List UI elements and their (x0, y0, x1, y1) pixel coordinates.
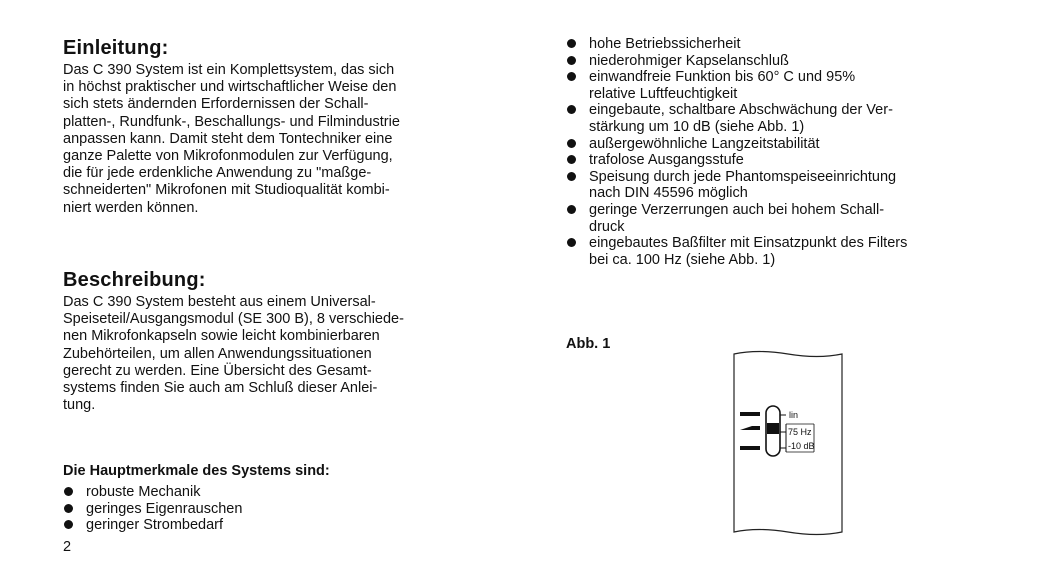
bullet-icon (567, 105, 576, 114)
list-item (566, 235, 1006, 268)
list-item-text: druck (589, 218, 625, 235)
bullet-icon (567, 56, 576, 65)
list-item (566, 202, 1006, 235)
switch-knob (767, 423, 779, 434)
switch-label-10db: -10 dB (788, 441, 815, 451)
list-item-text: relative Luftfeuchtigkeit (589, 85, 738, 102)
text-line: anpassen kann. Damit steht dem Tontechniker eine (63, 130, 393, 147)
bullet-icon (64, 520, 73, 529)
features-list-right (566, 36, 1006, 268)
bullet-icon (567, 238, 576, 247)
text-line: platten-, Rundfunk-, Beschallungs- und Filmindustrie (63, 113, 400, 130)
bar-top (740, 412, 760, 416)
bullet-icon (64, 504, 73, 513)
list-item (566, 169, 1006, 202)
text-line: die für jede erdenkliche Anwendung zu "maßge- (63, 165, 372, 182)
list-item (566, 152, 1006, 169)
list-item-text: geringer Strombedarf (86, 517, 224, 534)
list-item-text: hohe Betriebssicherheit (589, 36, 741, 52)
list-item-text: eingebautes Baßfilter mit Einsatzpunkt des Filters (589, 235, 908, 252)
text-line: sich stets ändernden Erfordernissen der Schall- (63, 96, 369, 113)
list-item-text: geringes Eigenrauschen (86, 500, 243, 517)
text-line: systems finden Sie auch am Schluß dieser Anlei- (63, 380, 378, 397)
text-line: in höchst praktischer und wirtschaftlicher Weise den (63, 79, 397, 96)
list-item-text: einwandfreie Funktion bis 60° C und 95% (589, 69, 856, 86)
features-list-left (63, 484, 503, 534)
introduction-heading: Einleitung: (63, 37, 169, 59)
list-item (63, 517, 503, 534)
description-text (63, 294, 503, 414)
text-line: Speiseteil/Ausgangsmodul (SE 300 B), 8 verschiede- (63, 311, 404, 328)
list-item (566, 69, 1006, 102)
switch-label-lin: lin (789, 410, 799, 420)
list-item-text: nach DIN 45596 möglich (589, 185, 748, 202)
list-item-text: eingebaute, schaltbare Abschwächung der Ver- (589, 102, 893, 119)
list-item-text: Speisung durch jede Phantomspeiseeinrichtung (589, 168, 897, 185)
text-line: Zubehörteilen, um allen Anwendungssituationen (63, 345, 372, 362)
list-item (566, 136, 1006, 153)
list-item-text: geringe Verzerrungen auch bei hohem Schall- (589, 201, 885, 218)
list-item (566, 102, 1006, 135)
bar-middle (740, 426, 760, 430)
bullet-icon (567, 155, 576, 164)
switch-label-75hz: 75 Hz (788, 427, 812, 437)
text-line: ganze Palette von Mikrofonmodulen zur Verfügung, (63, 148, 393, 165)
bullet-icon (567, 205, 576, 214)
text-line: Das C 390 System besteht aus einem Universal- (63, 294, 376, 310)
features-title: Die Hauptmerkmale des Systems sind: (63, 463, 330, 479)
list-item-text: außergewöhnliche Langzeitstabilität (589, 135, 820, 152)
page-number: 2 (63, 539, 72, 555)
list-item-text: trafolose Ausgangsstufe (589, 152, 744, 169)
list-item (566, 53, 1006, 70)
text-line: gerecht zu werden. Eine Übersicht des Gesamt- (63, 362, 372, 379)
bullet-icon (567, 139, 576, 148)
switch-diagram-svg (728, 348, 848, 538)
list-item (63, 484, 503, 501)
text-line: schneiderten" Mikrofonen mit Studioqualität kombi- (63, 182, 390, 199)
introduction-text (63, 62, 503, 217)
list-item-text: bei ca. 100 Hz (siehe Abb. 1) (589, 251, 776, 268)
bar-bottom (740, 446, 760, 450)
list-item-text: niederohmiger Kapselanschluß (589, 52, 789, 69)
bullet-icon (567, 172, 576, 181)
text-line: Das C 390 System ist ein Komplettsystem, das sich (63, 62, 395, 78)
text-line: tung. (63, 397, 96, 414)
text-line: niert werden können. (63, 199, 199, 216)
list-item (566, 36, 1006, 53)
list-item-text: stärkung um 10 dB (siehe Abb. 1) (589, 118, 805, 135)
bullet-icon (567, 72, 576, 81)
figure-switch-diagram (728, 348, 848, 538)
bullet-icon (64, 487, 73, 496)
list-item-text: robuste Mechanik (86, 484, 201, 500)
bullet-icon (567, 39, 576, 48)
text-line: nen Mikrofonkapseln sowie leicht kombinierbaren (63, 328, 380, 345)
figure-label: Abb. 1 (566, 336, 611, 352)
description-heading: Beschreibung: (63, 269, 206, 291)
list-item (63, 501, 503, 518)
